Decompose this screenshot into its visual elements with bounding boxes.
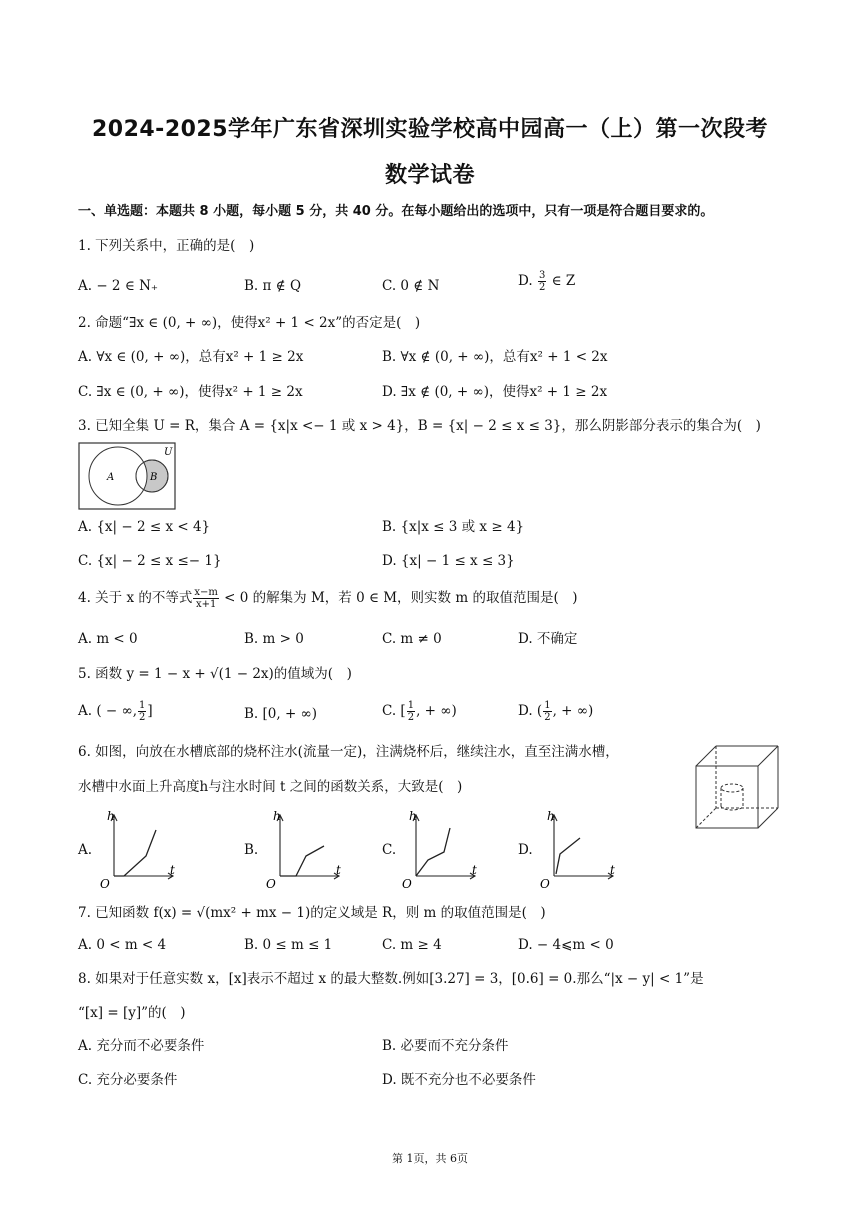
graph-a xyxy=(96,808,180,888)
q7-option-a: A. 0 < m < 4 xyxy=(78,937,167,953)
q5-option-b: B. [0, + ∞) xyxy=(244,706,318,722)
graph-a-origin: O xyxy=(100,877,110,888)
exam-title: 2024-2025学年广东省深圳实验学校高中园高一（上）第一次段考 xyxy=(91,117,769,142)
q6-option-d-label: D. xyxy=(518,842,533,858)
q2-option-d: D. ∃x ∉ (0, + ∞)，使得x² + 1 ≥ 2x xyxy=(382,384,608,400)
graph-d xyxy=(536,808,620,888)
q3-option-c: C. {x| − 2 ≤ x ≤− 1} xyxy=(78,553,222,569)
q7-option-b: B. 0 ≤ m ≤ 1 xyxy=(244,937,333,953)
q8-option-d: D. 既不充分也不必要条件 xyxy=(382,1072,536,1088)
q2-option-a: A. ∀x ∈ (0, + ∞)，总有x² + 1 ≥ 2x xyxy=(78,349,304,365)
q5-option-a: A. ( − ∞, $\frac{1}{2}$ ] xyxy=(78,700,153,723)
graph-a-axis-t: t xyxy=(170,863,175,877)
q4-option-c: C. m ≠ 0 xyxy=(382,631,442,647)
q5-option-d: D. ( $\frac{1}{2}$ , + ∞) xyxy=(518,700,594,723)
graph-b-origin: O xyxy=(266,877,276,888)
graph-c-origin: O xyxy=(402,877,412,888)
q3-option-d: D. {x| − 1 ≤ x ≤ 3} xyxy=(382,553,515,569)
exam-subtitle: 数学试卷 xyxy=(384,163,475,188)
q1-stem: 1. 下列关系中，正确的是( ) xyxy=(78,238,255,254)
q1-option-a: A. − 2 ∈ N₊ xyxy=(78,278,159,294)
venn-b-label: B xyxy=(150,472,158,483)
graph-d-axis-t: t xyxy=(610,863,615,877)
q8-line1: 8. 如果对于任意实数 x，[x]表示不超过 x 的最大整数.例如[3.27] = 3，[0.6] = 0.那么“|x − y| < 1”是 xyxy=(78,971,704,987)
q6-line1: 6. 如图，向放在水槽底部的烧杯注水(流量一定)，注满烧杯后，继续注水，直至注满水槽， xyxy=(78,744,619,760)
q1-option-d: D. $\frac{3}{2}$ ∈ Z xyxy=(518,270,576,293)
q4-option-a: A. m < 0 xyxy=(78,631,138,647)
graph-c-axis-t: t xyxy=(472,863,477,877)
q8-option-b: B. 必要而不充分条件 xyxy=(382,1038,509,1054)
q6-option-a-label: A. xyxy=(78,842,93,858)
water-tank-figure xyxy=(694,744,782,832)
q7-option-d: D. − 4⩽m < 0 xyxy=(518,937,614,953)
q2-stem: 2. 命题“∃x ∈ (0, + ∞)，使得x² + 1 < 2x”的否定是( ) xyxy=(78,315,421,331)
page-footer: 第 1页，共 6页 xyxy=(392,1152,468,1165)
q4-option-b: B. m > 0 xyxy=(244,631,304,647)
q1-option-c: C. 0 ∉ N xyxy=(382,278,440,294)
q7-stem: 7. 已知函数 f(x) = √(mx² + mx − 1)的定义域是 R，则 m 的取值范围是( ) xyxy=(78,905,546,921)
graph-a-axis-h: h xyxy=(107,809,115,823)
graph-b-axis-t: t xyxy=(336,863,341,877)
section-heading: 一、单选题：本题共 8 小题，每小题 5 分，共 40 分。在每小题给出的选项中，只有一项是符合题目要求的。 xyxy=(78,204,714,219)
q6-option-b-label: B. xyxy=(244,842,259,858)
venn-u-label: U xyxy=(164,447,173,458)
q4-option-d: D. 不确定 xyxy=(518,631,578,647)
graph-c-axis-h: h xyxy=(409,809,417,823)
q2-option-b: B. ∀x ∉ (0, + ∞)，总有x² + 1 < 2x xyxy=(382,349,608,365)
q3-option-a: A. {x| − 2 ≤ x < 4} xyxy=(78,519,211,535)
graph-d-origin: O xyxy=(540,877,550,888)
q8-line2: “[x] = [y]”的( ) xyxy=(78,1005,186,1021)
q1-option-b: B. π ∉ Q xyxy=(244,278,302,294)
q8-option-c: C. 充分必要条件 xyxy=(78,1072,178,1088)
graph-b xyxy=(262,808,346,888)
q5-stem: 5. 函数 y = 1 − x + √(1 − 2x)的值域为( ) xyxy=(78,666,352,682)
q7-option-c: C. m ≥ 4 xyxy=(382,937,442,953)
q6-option-c-label: C. xyxy=(382,842,397,858)
q3-option-b: B. {x|x ≤ 3 或 x ≥ 4} xyxy=(382,519,525,535)
q3-stem: 3. 已知全集 U = R，集合 A = {x|x <− 1 或 x > 4}，B = {x| − 2 ≤ x ≤ 3}，那么阴影部分表示的集合为( ) xyxy=(78,418,761,434)
q2-option-c: C. ∃x ∈ (0, + ∞)，使得x² + 1 ≥ 2x xyxy=(78,384,303,400)
venn-a-label: A xyxy=(107,472,115,483)
graph-d-axis-h: h xyxy=(547,809,555,823)
q4-stem: 4. 关于 x 的不等式 $\frac{x-m}{x+1}$ < 0 的解集为 M，若 0 ∈ M，则实数 m 的取值范围是( ) xyxy=(78,587,578,610)
q6-line2: 水槽中水面上升高度h与注水时间 t 之间的函数关系，大致是( ) xyxy=(78,779,463,795)
graph-b-axis-h: h xyxy=(273,809,281,823)
q8-option-a: A. 充分而不必要条件 xyxy=(78,1038,205,1054)
graph-c xyxy=(398,808,482,888)
venn-diagram xyxy=(78,442,176,510)
q5-option-c: C. [ $\frac{1}{2}$ , + ∞) xyxy=(382,700,457,723)
